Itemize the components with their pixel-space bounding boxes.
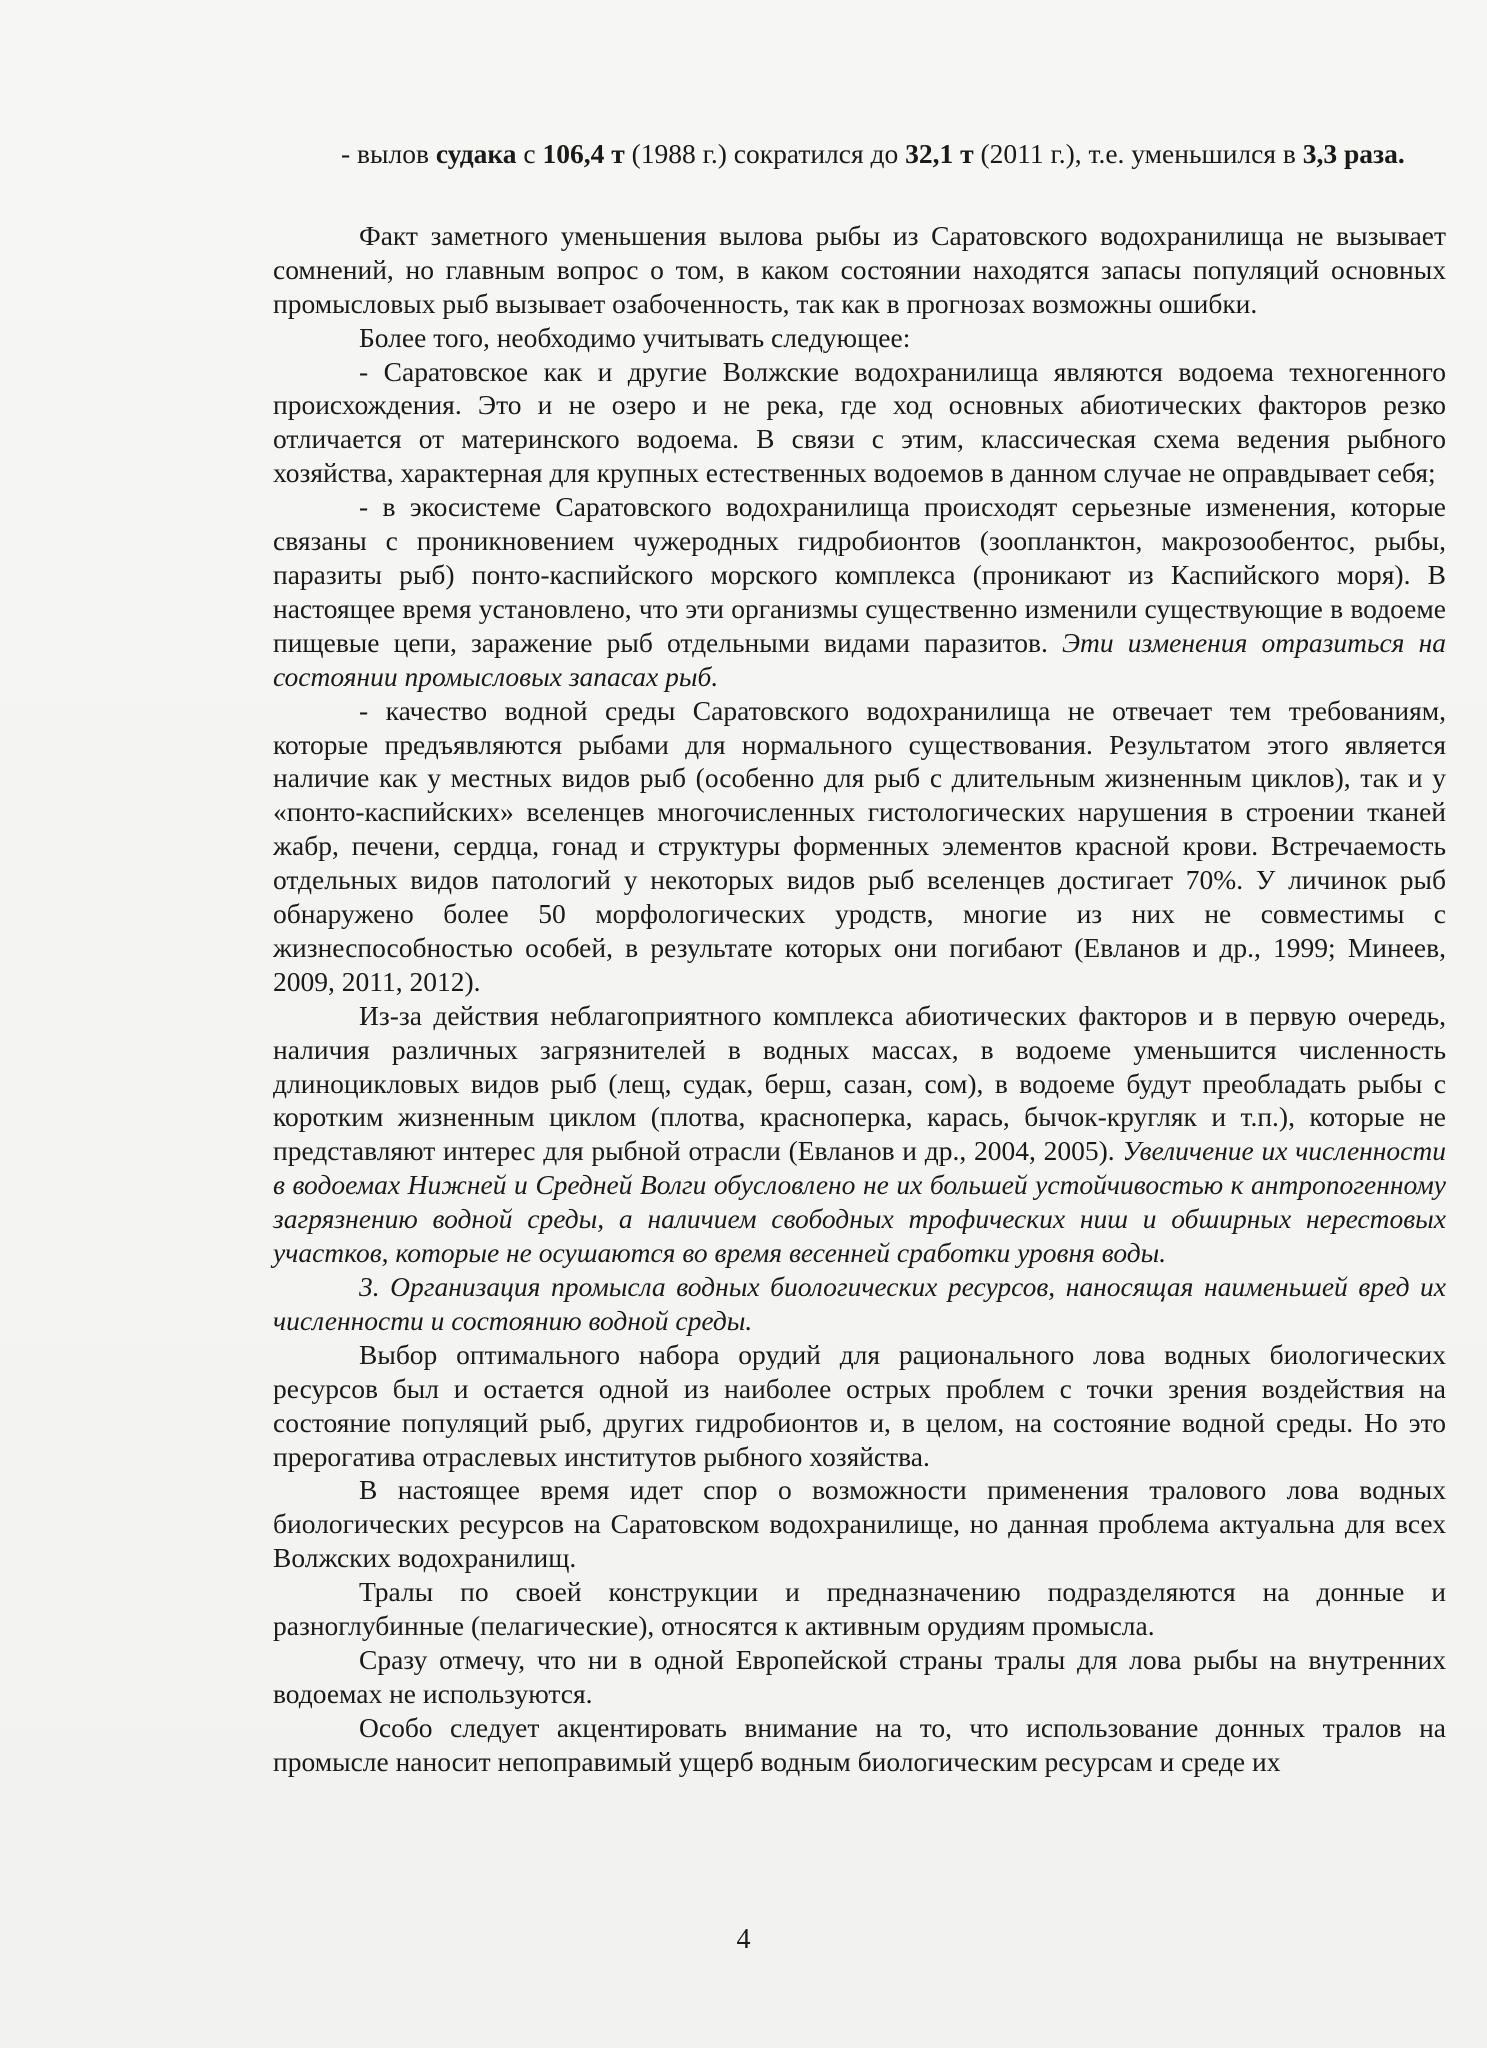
- bold-text: 106,4 т: [542, 138, 625, 169]
- paragraph-bottom-trawls: Особо следует акцентировать внимание на то, что использование донных тралов на промысле наносит непоправимый ущерб водным биологическим ресурсам и среде их: [273, 1711, 1446, 1777]
- text-run: - в экосистеме Саратовского водохранилища происходят серьезные изменения, которые связаны с проникновением чужеродных гидробионтов (зоопланктон, макрозообентос, рыбы, паразиты рыб) понто-каспийского морского комплекса (проникают из Каспийского моря). В настоящее время установлено, что эти организмы существенно изменили существующие в водоеме пищевые цепи, заражение рыб отдельными видами паразитов.: [273, 491, 1446, 658]
- text-run: с: [516, 138, 543, 169]
- bold-text: 3,3 раза.: [1302, 138, 1405, 169]
- text-run: - вылов: [341, 138, 436, 169]
- bold-text: 32,1 т: [905, 138, 974, 169]
- bold-text: судака: [435, 138, 517, 169]
- section-heading-fishing-organization: [273, 1270, 1446, 1338]
- text-run: (1988 г.) сократился до: [624, 138, 906, 169]
- page-number: 4: [736, 1924, 751, 1955]
- text-run: (2011 г.), т.е. уменьшился в: [973, 138, 1303, 169]
- paragraph-europe-note: Сразу отмечу, что ни в одной Европейской страны тралы для лова рыбы на внутренних водоемах не используются.: [273, 1643, 1446, 1709]
- paragraph-abiotic-factors: [273, 999, 1446, 1270]
- paragraph-technogenic-reservoir: - Саратовское как и другие Волжские водохранилища являются водоема техногенного происхождения. Это и не озеро и не река, где ход основных абиотических факторов резко отличается от материнского водоема. В связи с этим, классическая схема ведения рыбного хозяйства, характерная для крупных естественных водоемов в данном случае не оправдывает себя;: [273, 355, 1446, 489]
- paragraph-catch-decrease: Факт заметного уменьшения вылова рыбы из Саратовского водохранилища не вызывает сомнений, но главным вопрос о том, в каком состоянии находятся запасы популяций основных промысловых рыб вызывает озабоченность, так как в прогнозах возможны ошибки.: [273, 219, 1446, 319]
- paragraph-zander-catch: [273, 137, 1446, 171]
- italic-text: Эти изменения отразиться на состоянии промысловых запасах рыб.: [273, 626, 1446, 692]
- paragraph-trawl-dispute: В настоящее время идет спор о возможности применения тралового лова водных биологических ресурсов на Саратовском водохранилище, но данная проблема актуальна для всех Волжских водохранилищ.: [273, 1474, 1446, 1574]
- paragraph-moreover: Более того, необходимо учитывать следующее:: [359, 321, 911, 353]
- text-run: Из-за действия неблагоприятного комплекса абиотических факторов и в первую очередь, наличия различных загрязнителей в водных массах, в водоеме уменьшится численность длиноцикловых видов рыб (лещ, судак, берш, сазан, сом), в водоеме будут преобладать рыбы с коротким жизненным циклом (плотва, красноперка, карась, бычок-кругляк и т.п.), которые не представляют интерес для рыбной отрасли (Евланов и др., 2004, 2005).: [273, 999, 1446, 1167]
- page-body: [273, 137, 1446, 1779]
- paragraph-gear-selection: Выбор оптимального набора орудий для рационального лова водных биологических ресурсов был и остается одной из наиболее острых проблем с точки зрения воздействия на состояние популяций рыб, других гидробионтов и, в целом, на состояние водной среды. Но это прерогатива отраслевых институтов рыбного хозяйства.: [273, 1338, 1446, 1472]
- italic-heading: 3. Организация промысла водных биологических ресурсов, наносящая наименьшей вред их численности и состоянию водной среды.: [273, 1271, 1446, 1336]
- paragraph-ecosystem-changes: [273, 490, 1446, 693]
- italic-text: Увеличение их численности в водоемах Нижней и Средней Волги обусловлено не их большей устойчивостью к антропогенному загрязнению водной среды, а наличием свободных трофических ниш и обширных нерестовых участков, которые не осушаются во время весенней сработки уровня воды.: [273, 1135, 1446, 1269]
- paragraph-water-quality: - качество водной среды Саратовского водохранилища не отвечает тем требованиям, которые предъявляются рыбами для нормального существования. Результатом этого является наличие как у местных видов рыб (особенно для рыб с длительным жизненным циклов), так и у «понто-каспийских» вселенцев многочисленных гистологических нарушения в строении тканей жабр, печени, сердца, гонад и структуры форменных элементов красной крови. Встречаемость отдельных видов патологий у некоторых видов рыб вселенцев достигает 70%. У личинок рыб обнаружено более 50 морфологических уродств, многие из них не совместимы с жизнеспособностью особей, в результате которых они погибают (Евланов и др., 1999; Минеев, 2009, 2011, 2012).: [273, 694, 1446, 997]
- paragraph-trawl-types: Тралы по своей конструкции и предназначению подразделяются на донные и разноглубинные (пелагические), относятся к активным орудиям промысла.: [273, 1576, 1446, 1642]
